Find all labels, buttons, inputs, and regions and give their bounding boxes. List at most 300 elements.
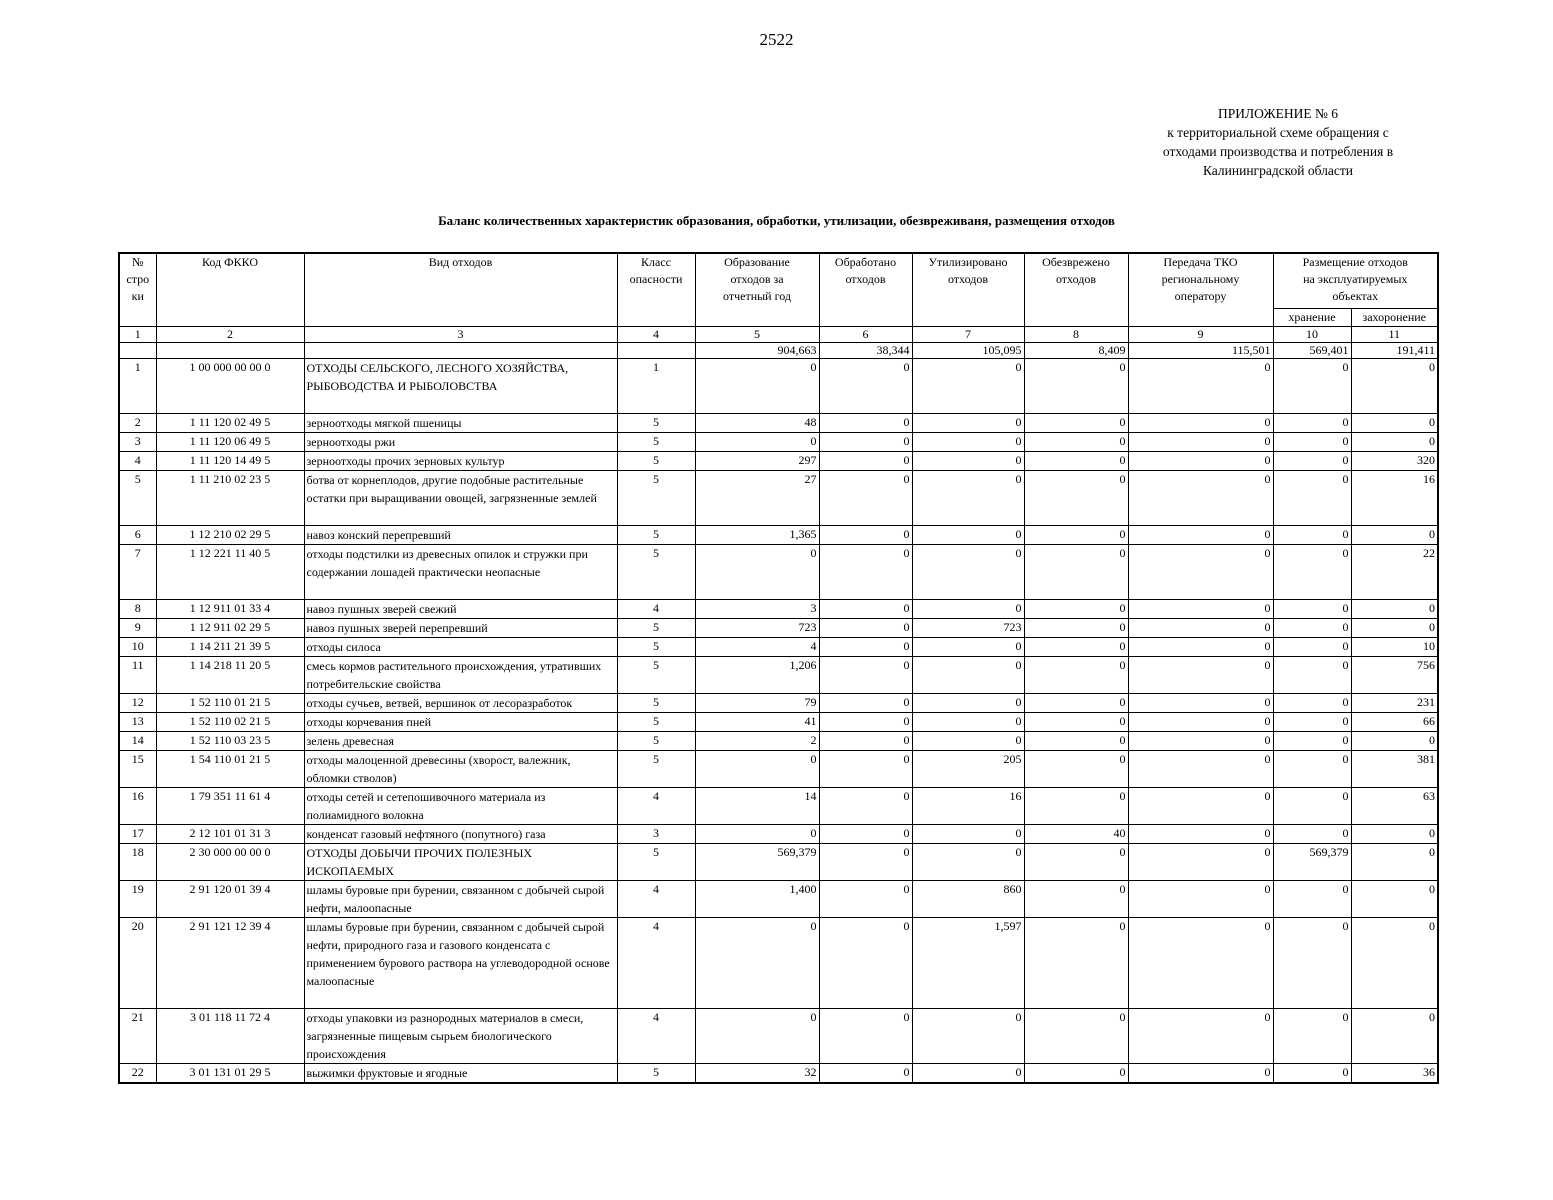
- value-neutralized: 40: [1024, 825, 1128, 844]
- value-utilized: 0: [912, 1009, 1024, 1064]
- table-row: [119, 638, 1438, 657]
- value-utilized: 0: [912, 545, 1024, 600]
- value-burial: 0: [1351, 918, 1438, 1009]
- column-number: 7: [912, 327, 1024, 343]
- waste-code: 1 11 120 06 49 5: [156, 433, 304, 452]
- waste-name: отходы упаковки из разнородных материалов в смеси, загрязненные пищевым сырьем биологического происхождения: [304, 1009, 617, 1064]
- waste-name: шламы буровые при бурении, связанном с добычей сырой нефти, природного газа и газового конденсата с применением бурового раствора на углеводородной основе малоопасные: [304, 918, 617, 1009]
- value-utilized: 205: [912, 751, 1024, 788]
- hazard-class: 5: [617, 433, 695, 452]
- header-burial: захоронение: [1351, 309, 1438, 327]
- row-number: 15: [119, 751, 156, 788]
- value-neutralized: 0: [1024, 657, 1128, 694]
- total-neutralized: 8,409: [1024, 343, 1128, 359]
- value-burial: 231: [1351, 694, 1438, 713]
- value-transfer: 0: [1128, 471, 1273, 526]
- value-storage: 0: [1273, 471, 1351, 526]
- waste-code: 1 12 221 11 40 5: [156, 545, 304, 600]
- value-neutralized: 0: [1024, 881, 1128, 918]
- table-row: [119, 1064, 1438, 1084]
- value-formed: 48: [695, 414, 819, 433]
- value-storage: 0: [1273, 526, 1351, 545]
- waste-code: 2 30 000 00 00 0: [156, 844, 304, 881]
- value-processed: 0: [819, 657, 912, 694]
- value-transfer: 0: [1128, 844, 1273, 881]
- table-row: [119, 619, 1438, 638]
- hazard-class: 5: [617, 545, 695, 600]
- table-row: [119, 526, 1438, 545]
- waste-code: 1 79 351 11 61 4: [156, 788, 304, 825]
- row-number: 5: [119, 471, 156, 526]
- row-number: 20: [119, 918, 156, 1009]
- waste-code: 1 00 000 00 00 0: [156, 359, 304, 414]
- header-processed: Обработано отходов: [819, 253, 912, 327]
- hazard-class: 5: [617, 732, 695, 751]
- value-storage: 0: [1273, 545, 1351, 600]
- value-utilized: 0: [912, 732, 1024, 751]
- hazard-class: 4: [617, 788, 695, 825]
- value-formed: 0: [695, 545, 819, 600]
- waste-code: 1 14 211 21 39 5: [156, 638, 304, 657]
- table-row: [119, 825, 1438, 844]
- value-formed: 3: [695, 600, 819, 619]
- value-processed: 0: [819, 414, 912, 433]
- waste-name: навоз пушных зверей свежий: [304, 600, 617, 619]
- value-formed: 41: [695, 713, 819, 732]
- row-number: 8: [119, 600, 156, 619]
- waste-code: 2 91 120 01 39 4: [156, 881, 304, 918]
- total-storage: 569,401: [1273, 343, 1351, 359]
- hazard-class: 4: [617, 918, 695, 1009]
- value-transfer: 0: [1128, 1064, 1273, 1084]
- value-utilized: 0: [912, 657, 1024, 694]
- value-burial: 66: [1351, 713, 1438, 732]
- value-formed: 1,206: [695, 657, 819, 694]
- value-formed: 79: [695, 694, 819, 713]
- appendix-title: ПРИЛОЖЕНИЕ № 6: [1217, 106, 1339, 121]
- value-transfer: 0: [1128, 713, 1273, 732]
- value-processed: 0: [819, 638, 912, 657]
- value-burial: 36: [1351, 1064, 1438, 1084]
- value-transfer: 0: [1128, 732, 1273, 751]
- value-utilized: 1,597: [912, 918, 1024, 1009]
- value-burial: 16: [1351, 471, 1438, 526]
- value-storage: 0: [1273, 657, 1351, 694]
- hazard-class: 5: [617, 638, 695, 657]
- waste-code: 1 12 210 02 29 5: [156, 526, 304, 545]
- value-burial: 0: [1351, 825, 1438, 844]
- value-storage: 0: [1273, 600, 1351, 619]
- value-formed: 1,400: [695, 881, 819, 918]
- row-number: 13: [119, 713, 156, 732]
- value-utilized: 0: [912, 844, 1024, 881]
- value-storage: 0: [1273, 433, 1351, 452]
- value-transfer: 0: [1128, 825, 1273, 844]
- row-number: 6: [119, 526, 156, 545]
- value-burial: 0: [1351, 732, 1438, 751]
- value-processed: 0: [819, 881, 912, 918]
- value-formed: 297: [695, 452, 819, 471]
- header-placement: Размещение отходов на эксплуатируемых объектах: [1273, 253, 1438, 309]
- value-burial: 0: [1351, 844, 1438, 881]
- table-row: [119, 694, 1438, 713]
- value-transfer: 0: [1128, 657, 1273, 694]
- value-processed: 0: [819, 359, 912, 414]
- hazard-class: 4: [617, 600, 695, 619]
- waste-name: смесь кормов растительного происхождения, утративших потребительские свойства: [304, 657, 617, 694]
- value-transfer: 0: [1128, 918, 1273, 1009]
- value-formed: 0: [695, 433, 819, 452]
- value-transfer: 0: [1128, 751, 1273, 788]
- value-burial: 320: [1351, 452, 1438, 471]
- value-processed: 0: [819, 1064, 912, 1084]
- column-number: 5: [695, 327, 819, 343]
- waste-code: 1 14 218 11 20 5: [156, 657, 304, 694]
- value-processed: 0: [819, 825, 912, 844]
- total-burial: 191,411: [1351, 343, 1438, 359]
- value-transfer: 0: [1128, 638, 1273, 657]
- header-utilized: Утилизировано отходов: [912, 253, 1024, 327]
- value-neutralized: 0: [1024, 1064, 1128, 1084]
- waste-code: 1 52 110 03 23 5: [156, 732, 304, 751]
- value-formed: 1,365: [695, 526, 819, 545]
- value-storage: 0: [1273, 1009, 1351, 1064]
- value-formed: 0: [695, 751, 819, 788]
- row-number: 14: [119, 732, 156, 751]
- value-storage: 0: [1273, 414, 1351, 433]
- value-formed: 27: [695, 471, 819, 526]
- totals-blank: [304, 343, 617, 359]
- value-utilized: 0: [912, 433, 1024, 452]
- value-storage: 0: [1273, 751, 1351, 788]
- appendix-line: к территориальной схеме обращения с: [1167, 125, 1389, 140]
- hazard-class: 1: [617, 359, 695, 414]
- value-storage: 0: [1273, 881, 1351, 918]
- value-processed: 0: [819, 471, 912, 526]
- value-formed: 4: [695, 638, 819, 657]
- value-burial: 0: [1351, 433, 1438, 452]
- value-storage: 0: [1273, 918, 1351, 1009]
- value-neutralized: 0: [1024, 414, 1128, 433]
- header-transfer: Передача ТКО региональному оператору: [1128, 253, 1273, 327]
- value-transfer: 0: [1128, 433, 1273, 452]
- value-utilized: 0: [912, 825, 1024, 844]
- value-formed: 32: [695, 1064, 819, 1084]
- row-number: 16: [119, 788, 156, 825]
- appendix-line: Калининградской области: [1202, 163, 1354, 178]
- header-neutralized: Обезврежено отходов: [1024, 253, 1128, 327]
- waste-name: отходы корчевания пней: [304, 713, 617, 732]
- row-number: 18: [119, 844, 156, 881]
- value-processed: 0: [819, 788, 912, 825]
- value-burial: 0: [1351, 600, 1438, 619]
- waste-name: ОТХОДЫ СЕЛЬСКОГО, ЛЕСНОГО ХОЗЯЙСТВА, РЫБОВОДСТВА И РЫБОЛОВСТВА: [304, 359, 617, 414]
- table-row: [119, 732, 1438, 751]
- value-burial: 0: [1351, 526, 1438, 545]
- value-processed: 0: [819, 1009, 912, 1064]
- value-neutralized: 0: [1024, 713, 1128, 732]
- waste-name: отходы малоценной древесины (хворост, валежник, обломки стволов): [304, 751, 617, 788]
- hazard-class: 5: [617, 471, 695, 526]
- value-processed: 0: [819, 844, 912, 881]
- table-row: [119, 452, 1438, 471]
- hazard-class: 5: [617, 619, 695, 638]
- value-transfer: 0: [1128, 600, 1273, 619]
- value-burial: 0: [1351, 359, 1438, 414]
- totals-blank: [617, 343, 695, 359]
- waste-name: конденсат газовый нефтяного (попутного) газа: [304, 825, 617, 844]
- value-neutralized: 0: [1024, 452, 1128, 471]
- header-waste-type: Вид отходов: [304, 253, 617, 327]
- waste-name: зерноотходы мягкой пшеницы: [304, 414, 617, 433]
- value-transfer: 0: [1128, 359, 1273, 414]
- value-processed: 0: [819, 694, 912, 713]
- row-number: 12: [119, 694, 156, 713]
- value-transfer: 0: [1128, 881, 1273, 918]
- value-utilized: 0: [912, 471, 1024, 526]
- value-storage: 569,379: [1273, 844, 1351, 881]
- column-number: 8: [1024, 327, 1128, 343]
- row-number: 7: [119, 545, 156, 600]
- value-utilized: 860: [912, 881, 1024, 918]
- waste-code: 1 52 110 01 21 5: [156, 694, 304, 713]
- waste-code: 2 12 101 01 31 3: [156, 825, 304, 844]
- hazard-class: 5: [617, 694, 695, 713]
- header-formed: Образование отходов за отчетный год: [695, 253, 819, 327]
- value-neutralized: 0: [1024, 359, 1128, 414]
- appendix-line: отходами производства и потребления в: [1162, 144, 1394, 159]
- hazard-class: 4: [617, 1009, 695, 1064]
- value-storage: 0: [1273, 638, 1351, 657]
- header-code: Код ФККО: [156, 253, 304, 327]
- header-storage: хранение: [1273, 309, 1351, 327]
- column-number: 2: [156, 327, 304, 343]
- table-row: [119, 881, 1438, 918]
- hazard-class: 5: [617, 452, 695, 471]
- table-row: [119, 918, 1438, 1009]
- row-number: 1: [119, 359, 156, 414]
- row-number: 22: [119, 1064, 156, 1084]
- value-utilized: 0: [912, 713, 1024, 732]
- value-processed: 0: [819, 751, 912, 788]
- value-processed: 0: [819, 713, 912, 732]
- waste-code: 1 12 911 01 33 4: [156, 600, 304, 619]
- value-processed: 0: [819, 619, 912, 638]
- table-row: [119, 545, 1438, 600]
- waste-name: навоз конский перепревший: [304, 526, 617, 545]
- value-neutralized: 0: [1024, 751, 1128, 788]
- value-transfer: 0: [1128, 545, 1273, 600]
- value-neutralized: 0: [1024, 433, 1128, 452]
- waste-name: зерноотходы ржи: [304, 433, 617, 452]
- header-row-number: № стро ки: [119, 253, 156, 327]
- row-number: 17: [119, 825, 156, 844]
- waste-name: отходы сетей и сетепошивочного материала из полиамидного волокна: [304, 788, 617, 825]
- value-utilized: 0: [912, 414, 1024, 433]
- waste-name: отходы сучьев, ветвей, вершинок от лесоразработок: [304, 694, 617, 713]
- value-transfer: 0: [1128, 788, 1273, 825]
- value-storage: 0: [1273, 732, 1351, 751]
- hazard-class: 5: [617, 526, 695, 545]
- value-burial: 0: [1351, 619, 1438, 638]
- header-row: [119, 253, 1438, 309]
- value-burial: 22: [1351, 545, 1438, 600]
- table-row: [119, 751, 1438, 788]
- value-storage: 0: [1273, 1064, 1351, 1084]
- row-number: 11: [119, 657, 156, 694]
- waste-code: 1 11 210 02 23 5: [156, 471, 304, 526]
- waste-name: отходы силоса: [304, 638, 617, 657]
- value-formed: 0: [695, 359, 819, 414]
- value-processed: 0: [819, 918, 912, 1009]
- value-utilized: 0: [912, 1064, 1024, 1084]
- value-storage: 0: [1273, 825, 1351, 844]
- table-row: [119, 414, 1438, 433]
- waste-name: ОТХОДЫ ДОБЫЧИ ПРОЧИХ ПОЛЕЗНЫХ ИСКОПАЕМЫХ: [304, 844, 617, 881]
- value-storage: 0: [1273, 359, 1351, 414]
- value-utilized: 0: [912, 638, 1024, 657]
- waste-name: ботва от корнеплодов, другие подобные растительные остатки при выращивании овощей, загрязненные землей: [304, 471, 617, 526]
- table-row: [119, 359, 1438, 414]
- value-utilized: 16: [912, 788, 1024, 825]
- value-processed: 0: [819, 452, 912, 471]
- value-processed: 0: [819, 732, 912, 751]
- value-utilized: 0: [912, 526, 1024, 545]
- value-formed: 2: [695, 732, 819, 751]
- value-transfer: 0: [1128, 414, 1273, 433]
- value-neutralized: 0: [1024, 732, 1128, 751]
- waste-code: 3 01 118 11 72 4: [156, 1009, 304, 1064]
- table-row: [119, 657, 1438, 694]
- value-transfer: 0: [1128, 1009, 1273, 1064]
- waste-code: 1 54 110 01 21 5: [156, 751, 304, 788]
- column-number: 11: [1351, 327, 1438, 343]
- value-utilized: 0: [912, 359, 1024, 414]
- column-number: 10: [1273, 327, 1351, 343]
- waste-code: 1 12 911 02 29 5: [156, 619, 304, 638]
- total-utilized: 105,095: [912, 343, 1024, 359]
- hazard-class: 5: [617, 844, 695, 881]
- row-number: 19: [119, 881, 156, 918]
- waste-code: 2 91 121 12 39 4: [156, 918, 304, 1009]
- value-burial: 381: [1351, 751, 1438, 788]
- value-neutralized: 0: [1024, 694, 1128, 713]
- waste-name: отходы подстилки из древесных опилок и стружки при содержании лошадей практически неопасные: [304, 545, 617, 600]
- value-neutralized: 0: [1024, 619, 1128, 638]
- value-burial: 63: [1351, 788, 1438, 825]
- balance-table: [118, 252, 1439, 1084]
- column-number: 9: [1128, 327, 1273, 343]
- value-burial: 0: [1351, 881, 1438, 918]
- total-transfer: 115,501: [1128, 343, 1273, 359]
- total-processed: 38,344: [819, 343, 912, 359]
- value-formed: 569,379: [695, 844, 819, 881]
- value-neutralized: 0: [1024, 545, 1128, 600]
- row-number: 2: [119, 414, 156, 433]
- column-number-row: [119, 327, 1438, 343]
- waste-code: 1 11 120 14 49 5: [156, 452, 304, 471]
- value-storage: 0: [1273, 713, 1351, 732]
- value-processed: 0: [819, 433, 912, 452]
- value-burial: 0: [1351, 1009, 1438, 1064]
- totals-blank: [119, 343, 156, 359]
- waste-name: зелень древесная: [304, 732, 617, 751]
- row-number: 10: [119, 638, 156, 657]
- value-transfer: 0: [1128, 452, 1273, 471]
- waste-name: выжимки фруктовые и ягодные: [304, 1064, 617, 1084]
- table-row: [119, 713, 1438, 732]
- value-processed: 0: [819, 600, 912, 619]
- hazard-class: 5: [617, 713, 695, 732]
- row-number: 3: [119, 433, 156, 452]
- value-storage: 0: [1273, 788, 1351, 825]
- value-neutralized: 0: [1024, 638, 1128, 657]
- waste-code: 1 11 120 02 49 5: [156, 414, 304, 433]
- table-row: [119, 1009, 1438, 1064]
- document-title: Баланс количественных характеристик образования, обработки, утилизации, обезвреживаня, размещения отходов: [438, 213, 1115, 228]
- header-hazard-class: Класс опасности: [617, 253, 695, 327]
- value-neutralized: 0: [1024, 918, 1128, 1009]
- hazard-class: 3: [617, 825, 695, 844]
- value-utilized: 0: [912, 600, 1024, 619]
- row-number: 9: [119, 619, 156, 638]
- hazard-class: 5: [617, 751, 695, 788]
- waste-code: 3 01 131 01 29 5: [156, 1064, 304, 1084]
- hazard-class: 5: [617, 414, 695, 433]
- value-formed: 14: [695, 788, 819, 825]
- value-formed: 723: [695, 619, 819, 638]
- waste-name: шламы буровые при бурении, связанном с добычей сырой нефти, малоопасные: [304, 881, 617, 918]
- value-burial: 10: [1351, 638, 1438, 657]
- value-neutralized: 0: [1024, 600, 1128, 619]
- row-number: 4: [119, 452, 156, 471]
- value-processed: 0: [819, 545, 912, 600]
- column-number: 4: [617, 327, 695, 343]
- waste-name: навоз пушных зверей перепревший: [304, 619, 617, 638]
- table-row: [119, 844, 1438, 881]
- value-processed: 0: [819, 526, 912, 545]
- hazard-class: 4: [617, 881, 695, 918]
- value-burial: 756: [1351, 657, 1438, 694]
- value-storage: 0: [1273, 619, 1351, 638]
- value-neutralized: 0: [1024, 471, 1128, 526]
- total-formed: 904,663: [695, 343, 819, 359]
- waste-name: зерноотходы прочих зерновых культур: [304, 452, 617, 471]
- value-neutralized: 0: [1024, 526, 1128, 545]
- table-row: [119, 471, 1438, 526]
- value-transfer: 0: [1128, 619, 1273, 638]
- value-burial: 0: [1351, 414, 1438, 433]
- row-number: 21: [119, 1009, 156, 1064]
- value-utilized: 0: [912, 694, 1024, 713]
- value-neutralized: 0: [1024, 788, 1128, 825]
- appendix-block: [1122, 104, 1434, 180]
- hazard-class: 5: [617, 657, 695, 694]
- totals-row: [119, 343, 1438, 359]
- page-number: 2522: [759, 30, 794, 49]
- value-storage: 0: [1273, 452, 1351, 471]
- value-transfer: 0: [1128, 526, 1273, 545]
- table-row: [119, 788, 1438, 825]
- value-neutralized: 0: [1024, 1009, 1128, 1064]
- value-storage: 0: [1273, 694, 1351, 713]
- table-row: [119, 600, 1438, 619]
- totals-blank: [156, 343, 304, 359]
- value-transfer: 0: [1128, 694, 1273, 713]
- column-number: 6: [819, 327, 912, 343]
- value-utilized: 0: [912, 452, 1024, 471]
- column-number: 3: [304, 327, 617, 343]
